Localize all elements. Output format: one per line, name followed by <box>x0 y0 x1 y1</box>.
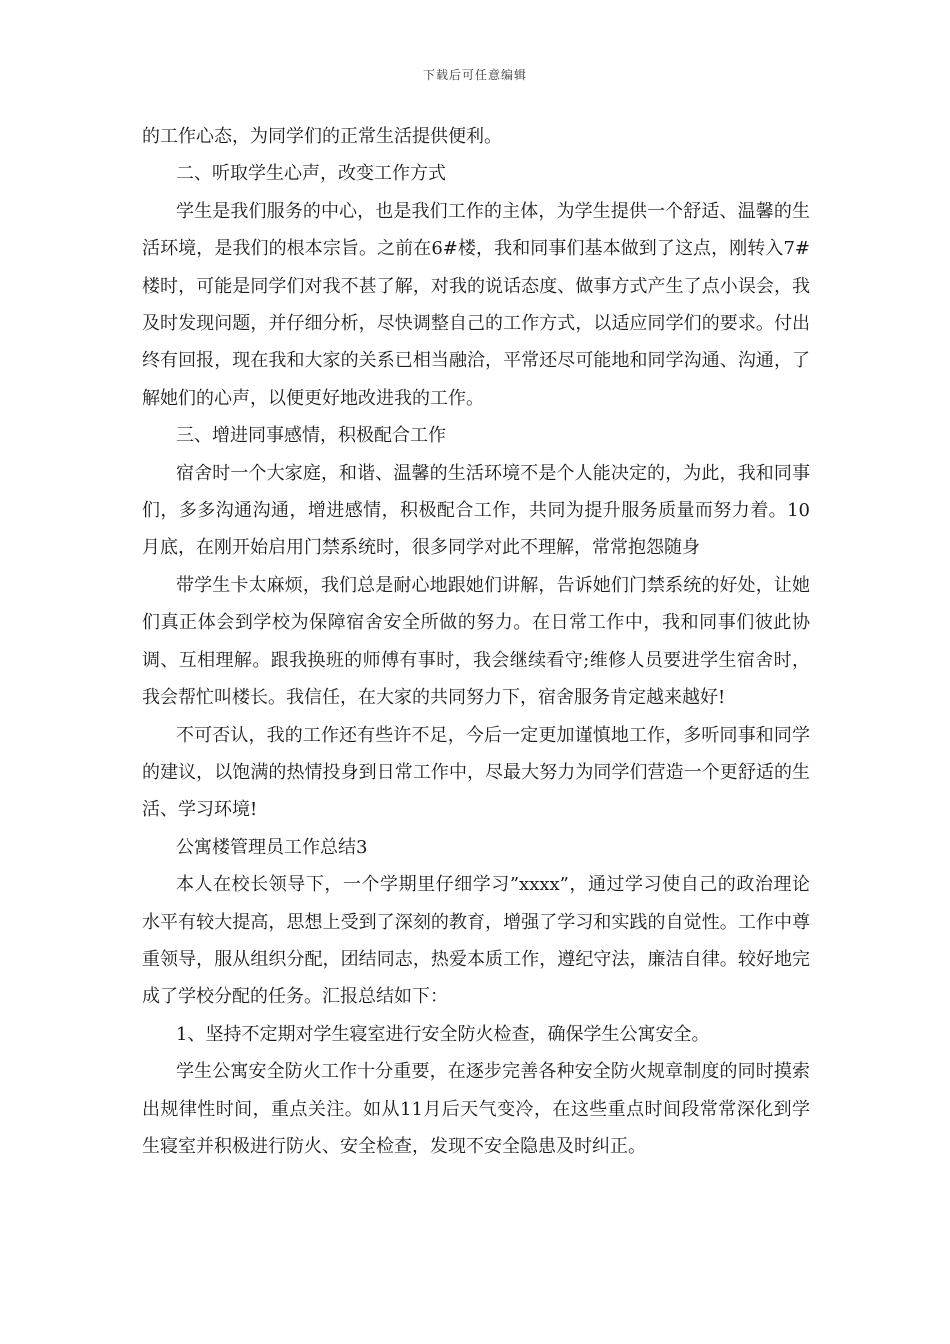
paragraph: 本人在校长领导下，一个学期里仔细学习”xxxx”，通过学习使自己的政治理论水平有较大提高，思想上受到了深刻的教育，增强了学习和实践的自觉性。工作中尊重领导，服从组织分配，团结同志，热爱本质工作，遵纪守法，廉洁自律。较好地完成了学校分配的任务。汇报总结如下： <box>142 874 810 1008</box>
section-heading: 三、增进同事感情，积极配合工作 <box>176 425 446 447</box>
paragraph: 不可否认，我的工作还有些许不足，今后一定更加谨慎地工作，多听同事和同学的建议，以饱满的热情投身到日常工作中，尽最大努力为同学们营造一个更舒适的生活、学习环境! <box>142 724 810 821</box>
paragraph: 学生公寓安全防火工作十分重要，在逐步完善各种安全防火规章制度的同时摸索出规律性时间，重点关注。如从11月后天气变冷，在这些重点时间段常常深化到学生寝室并积极进行防火、安全检查，发现不安全隐患及时纠正。 <box>142 1061 810 1157</box>
paragraph: 宿舍时一个大家庭，和谐、温馨的生活环境不是个人能决定的，为此，我和同事们，多多沟通沟通，增进感情，积极配合工作，共同为提升服务质量而努力着。10月底，在刚开始启用门禁系统时，很多同学对此不理解，常常抱怨随身 <box>142 462 810 559</box>
paragraph: 学生是我们服务的中心，也是我们工作的主体，为学生提供一个舒适、温馨的生活环境，是我们的根本宗旨。之前在6#楼，我和同事们基本做到了这点，刚转入7#楼时，可能是同学们对我不甚了解，对我的说话态度、做事方式产生了点小误会，我及时发现问题，并仔细分析，尽快调整自己的工作方式，以适应同学们的要求。付出终有回报，现在我和大家的关系已相当融洽，平常还尽可能地和同学沟通、沟通，了解她们的心声，以便更好地改进我的工作。 <box>142 200 810 409</box>
paragraph: 的工作心态，为同学们的正常生活提供便利。 <box>142 126 502 147</box>
page-header: 下载后可任意编辑 <box>422 68 527 82</box>
section-heading: 二、听取学生心声，改变工作方式 <box>176 163 446 185</box>
section-title: 公寓楼管理员工作总结3 <box>176 836 368 858</box>
section-heading: 1、坚持不定期对学生寝室进行安全防火检查，确保学生公寓安全。 <box>176 1023 710 1045</box>
paragraph: 带学生卡太麻烦，我们总是耐心地跟她们讲解，告诉她们门禁系统的好处，让她们真正体会到学校为保障宿舍安全所做的努力。在日常工作中，我和同事们彼此协调、互相理解。跟我换班的师傅有事时，我会继续看守;维修人员要进学生宿舍时，我会帮忙叫楼长。我信任，在大家的共同努力下，宿舍服务肯定越来越好! <box>142 574 810 709</box>
document-body <box>142 118 810 1165</box>
